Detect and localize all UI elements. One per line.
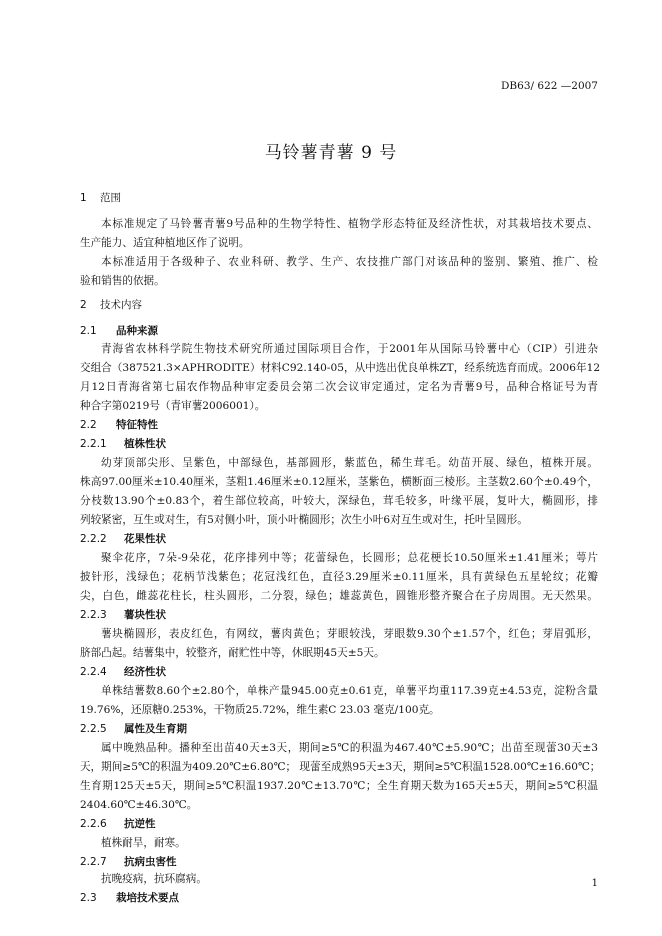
section-number: 2.2.5 <box>80 723 107 735</box>
paragraph-line: 抗晚疫病，抗环腐病。 <box>101 873 207 885</box>
section-label: 属性及生育期 <box>124 723 187 735</box>
subsection-heading-2-2-7 <box>80 854 177 869</box>
section-label: 范围 <box>100 192 121 204</box>
subsection-heading-2-2-3 <box>80 607 166 622</box>
section-label: 经济性状 <box>124 666 166 678</box>
paragraph-line: 分枝数13.90个±0.83个，着生部位较高，叶较大，深绿色，茸毛较多，叶缘平展，复叶大，椭圆形，排 <box>80 495 598 507</box>
section-number: 2.2.1 <box>80 438 107 450</box>
section-number: 2.2.7 <box>80 856 107 868</box>
page-number: 1 <box>591 878 598 889</box>
paragraph-line: 聚伞花序，7朵-9朵花，花序排列中等；花蕾绿色，长圆形；总花梗长10.50厘米±1.41厘米；萼片 <box>101 552 598 564</box>
paragraph-line: 株高97.00厘米±10.40厘米，茎粗1.46厘米±0.12厘米，茎紫色，横断面三棱形。主茎数2.60个±0.49个， <box>80 476 598 488</box>
section-label: 栽培技术要点 <box>116 892 179 904</box>
paragraph-line: 薯块椭圆形，表皮红色，有网纹，薯肉黄色；芽眼较浅，芽眼数9.30个±1.57个，红色；芽眉弧形， <box>101 628 598 640</box>
section-label: 技术内容 <box>100 299 142 311</box>
subsection-heading-2-2-6 <box>80 816 156 831</box>
subsection-heading-2-2-4 <box>80 664 166 679</box>
paragraph-line: 验和销售的依据。 <box>80 275 165 287</box>
section-label: 薯块性状 <box>124 609 166 621</box>
section-number: 2 <box>80 299 87 311</box>
subsection-heading-2-1 <box>80 323 158 338</box>
paragraph-line: 天，期间≥5℃的积温为409.20℃±6.80℃； 现蕾至成熟95天±3天，期间≥5℃积温1528.00℃±16.60℃； <box>80 761 601 773</box>
paragraph-line: 种合字第0219号（青审薯2006001）。 <box>80 400 266 412</box>
paragraph-line: 本标准规定了马铃薯青薯9号品种的生物学特性、植物学形态特征及经济性状，对其栽培技术要点、 <box>101 218 598 230</box>
subsection-heading-2-3 <box>80 890 179 905</box>
section-number: 2.3 <box>80 892 97 904</box>
section-number: 2.2 <box>80 419 97 431</box>
section-heading-2 <box>80 297 142 312</box>
subsection-heading-2-2-2 <box>80 531 166 546</box>
paragraph-line: 幼芽顶部尖形、呈紫色，中部绿色，基部圆形，紫蓝色，稀生茸毛。幼苗开展、绿色，植株开展。 <box>101 457 598 469</box>
section-number: 1 <box>80 192 87 204</box>
section-label: 植株性状 <box>124 438 166 450</box>
document-code: DB63/ 622 —2007 <box>501 80 598 92</box>
section-label: 品种来源 <box>116 325 158 337</box>
paragraph-line: 19.76%，还原糖0.253%，干物质25.72%，维生素C 23.03 毫克/100克。 <box>80 704 440 716</box>
section-number: 2.2.4 <box>80 666 107 678</box>
section-number: 2.2.3 <box>80 609 107 621</box>
subsection-heading-2-2-5 <box>80 721 187 736</box>
section-heading-1 <box>80 190 121 205</box>
paragraph-line: 属中晚熟品种。播种至出苗40天±3天，期间≥5℃的积温为467.40℃±5.90℃；出苗至现蕾30天±3 <box>101 742 598 754</box>
section-label: 抗病虫害性 <box>124 856 177 868</box>
paragraph-line: 列较紧密，互生或对生，有5对侧小叶，顶小叶椭圆形；次生小叶6对互生或对生，托叶呈圆形。 <box>80 514 528 526</box>
paragraph-line: 生育期125天±5天，期间≥5℃积温1937.20℃±13.70℃；全生育期天数为165天±5天，期间≥5℃积温 <box>80 780 598 792</box>
paragraph-line: 本标准适用于各级种子、农业科研、教学、生产、农技推广部门对该品种的鉴别、繁殖、推广、检 <box>101 256 598 268</box>
paragraph-line: 披针形，浅绿色；花柄节浅紫色；花冠浅红色，直径3.29厘米±0.11厘米，具有黄绿色五星轮纹；花瓣 <box>80 571 598 583</box>
paragraph-line: 青海省农林科学院生物技术研究所通过国际项目合作，于2001年从国际马铃薯中心（CIP）引进杂 <box>101 343 598 355</box>
subsection-heading-2-2-1 <box>80 436 166 451</box>
paragraph-line: 月12日青海省第七届农作物品种审定委员会第二次会议审定通过，定名为青薯9号，品种合格证号为青 <box>80 381 598 393</box>
section-label: 花果性状 <box>124 533 166 545</box>
subsection-heading-2-2 <box>80 417 158 432</box>
section-number: 2.2.2 <box>80 533 107 545</box>
section-label: 抗逆性 <box>124 818 156 830</box>
page-title: 马铃薯青薯 9 号 <box>264 143 398 163</box>
section-number: 2.2.6 <box>80 818 107 830</box>
paragraph-line: 生产能力、适宜种植地区作了说明。 <box>80 237 250 249</box>
paragraph-line: 2404.60℃±46.30℃。 <box>80 799 198 811</box>
paragraph-line: 单株结薯数8.60个±2.80个，单株产量945.00克±0.61克，单薯平均重117.39克±4.53克，淀粉含量 <box>101 685 598 697</box>
paragraph-line: 脐部凸起。结薯集中，较整齐，耐贮性中等，休眠期45天±5天。 <box>80 647 385 659</box>
paragraph-line: 交组合（387521.3×APHRODITE）材料C92.140-05，从中选出优良单株ZT，经系统选育而成。2006年12 <box>80 362 601 374</box>
paragraph-line: 植株耐旱，耐寒。 <box>101 837 186 849</box>
paragraph-line: 尖，白色，雌蕊花柱长，柱头圆形，二分裂，绿色；雄蕊黄色，圆锥形整齐聚合在子房周围。无天然果。 <box>80 590 598 602</box>
section-number: 2.1 <box>80 325 97 337</box>
section-label: 特征特性 <box>116 419 158 431</box>
